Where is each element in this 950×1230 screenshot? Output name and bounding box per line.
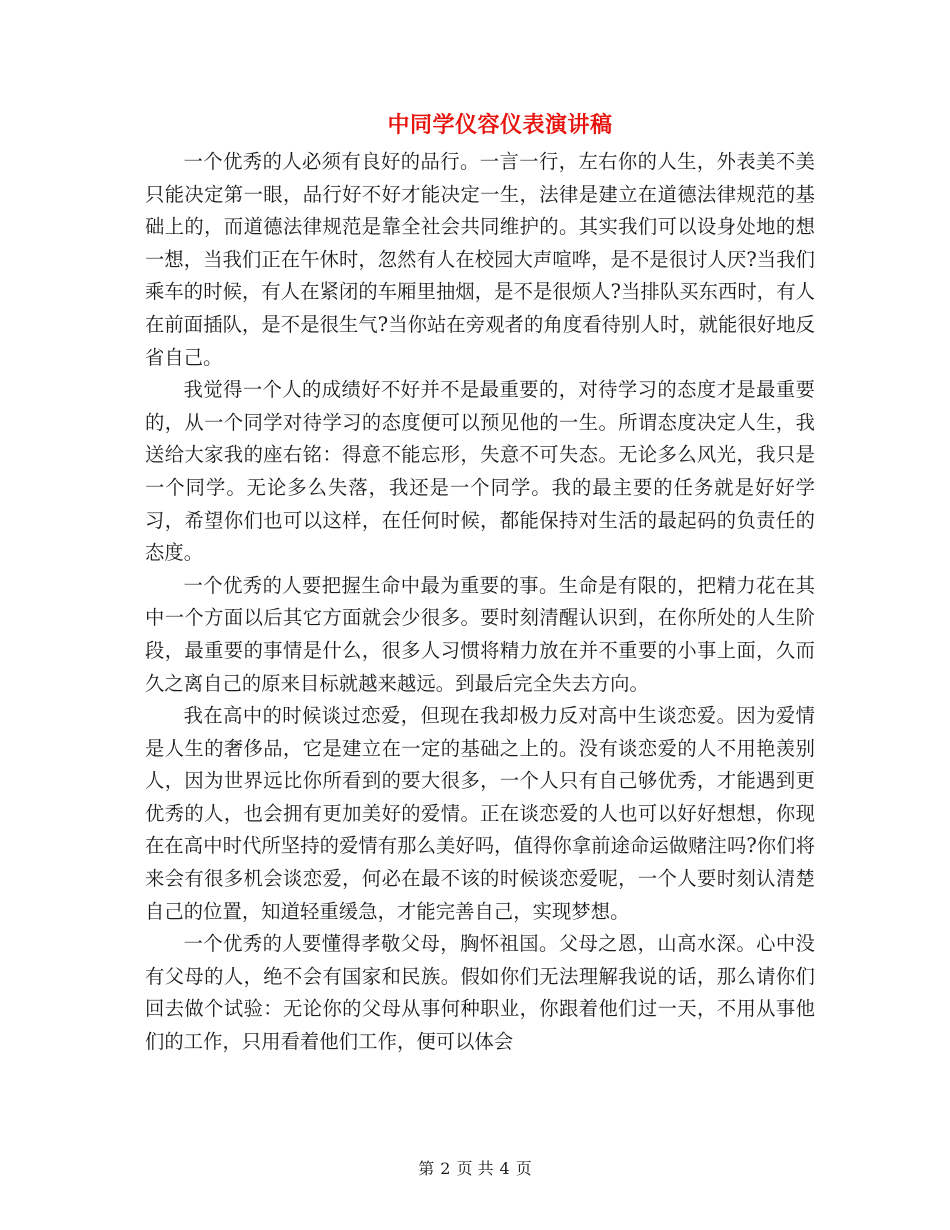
footer-page-number: 2: [440, 1159, 451, 1178]
paragraph: 我在高中的时候谈过恋爱，但现在我却极力反对高中生谈恋爱。因为爱情是人生的奢侈品，它是建立在一定的基础之上的。没有谈恋爱的人不用艳羡别人，因为世界远比你所看到的要大很多，一个人只有自己够优秀，才能遇到更优秀的人，也会拥有更加美好的爱情。正在谈恋爱的人也可以好好想想，你现在在高中时代所坚持的爱情有那么美好吗，值得你拿前途命运做赌注吗?你们将来会有很多机会谈恋爱，何必在最不该的时候谈恋爱呢，一个人要时刻认清楚自己的位置，知道轻重缓急，才能完善自己，实现梦想。: [145, 704, 815, 923]
footer-prefix: 第: [418, 1159, 435, 1178]
paragraph: 一个优秀的人必须有良好的品行。一言一行，左右你的人生，外表美不美只能决定第一眼，品行好不好才能决定一生，法律是建立在道德法律规范的基础上的，而道德法律规范是靠全社会共同维护的。其实我们可以设身处地的想一想，当我们正在午休时，忽然有人在校园大声喧哗，是不是很讨人厌?当我们乘车的时候，有人在紧闭的车厢里抽烟，是不是很烦人?当排队买东西时，有人在前面插队，是不是很生气?当你站在旁观者的角度看待别人时，就能很好地反省自己。: [145, 150, 815, 369]
footer-middle: 页 共: [456, 1159, 494, 1178]
document-title: 中同学仪容仪表演讲稿: [387, 112, 613, 138]
page-footer: [0, 1156, 950, 1179]
paragraph: 一个优秀的人要把握生命中最为重要的事。生命是有限的，把精力花在其中一个方面以后其它方面就会少很多。要时刻清醒认识到，在你所处的人生阶段，最重要的事情是什么，很多人习惯将精力放在并不重要的小事上面，久而久之离自己的原来目标就越来越远。到最后完全失去方向。: [145, 573, 815, 695]
document-body: [145, 146, 815, 1059]
paragraph: 我觉得一个人的成绩好不好并不是最重要的，对待学习的态度才是最重要的，从一个同学对待学习的态度便可以预见他的一生。所谓态度决定人生，我送给大家我的座右铭：得意不能忘形，失意不可失态。无论多么风光，我只是一个同学。无论多么失落，我还是一个同学。我的最主要的任务就是好好学习，希望你们也可以这样，在任何时候，都能保持对生活的最起码的负责任的态度。: [145, 378, 815, 565]
footer-suffix: 页: [515, 1159, 532, 1178]
footer-total-pages: 4: [499, 1159, 510, 1178]
paragraph: 一个优秀的人要懂得孝敬父母，胸怀祖国。父母之恩，山高水深。心中没有父母的人，绝不会有国家和民族。假如你们无法理解我说的话，那么请你们回去做个试验：无论你的父母从事何种职业，你跟着他们过一天，不用从事他们的工作，只用看着他们工作，便可以体会: [145, 932, 815, 1054]
